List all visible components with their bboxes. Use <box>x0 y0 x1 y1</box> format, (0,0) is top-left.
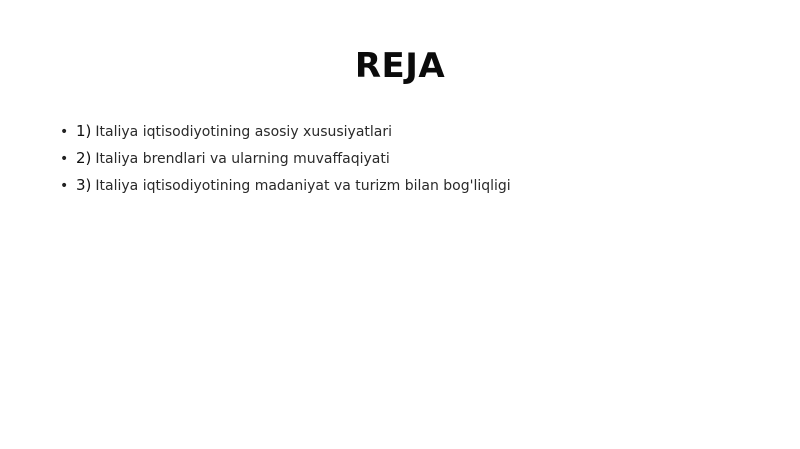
bullet-icon: • <box>60 178 69 194</box>
item-number: 1) <box>76 122 92 140</box>
item-text: Italiya brendlari va ularning muvaffaqiyati <box>95 151 390 167</box>
slide-title: REJA <box>354 46 446 86</box>
item-number: 2) <box>76 149 92 167</box>
item-number: 3) <box>76 176 92 194</box>
bullet-list <box>60 118 760 199</box>
list-item <box>60 172 760 199</box>
item-text: Italiya iqtisodiyotining asosiy xususiyatlari <box>95 124 393 140</box>
list-item <box>60 145 760 172</box>
bullet-icon: • <box>60 151 69 167</box>
list-item <box>60 118 760 145</box>
bullet-icon: • <box>60 124 69 140</box>
item-text: Italiya iqtisodiyotining madaniyat va turizm bilan bog'liqligi <box>95 178 511 194</box>
